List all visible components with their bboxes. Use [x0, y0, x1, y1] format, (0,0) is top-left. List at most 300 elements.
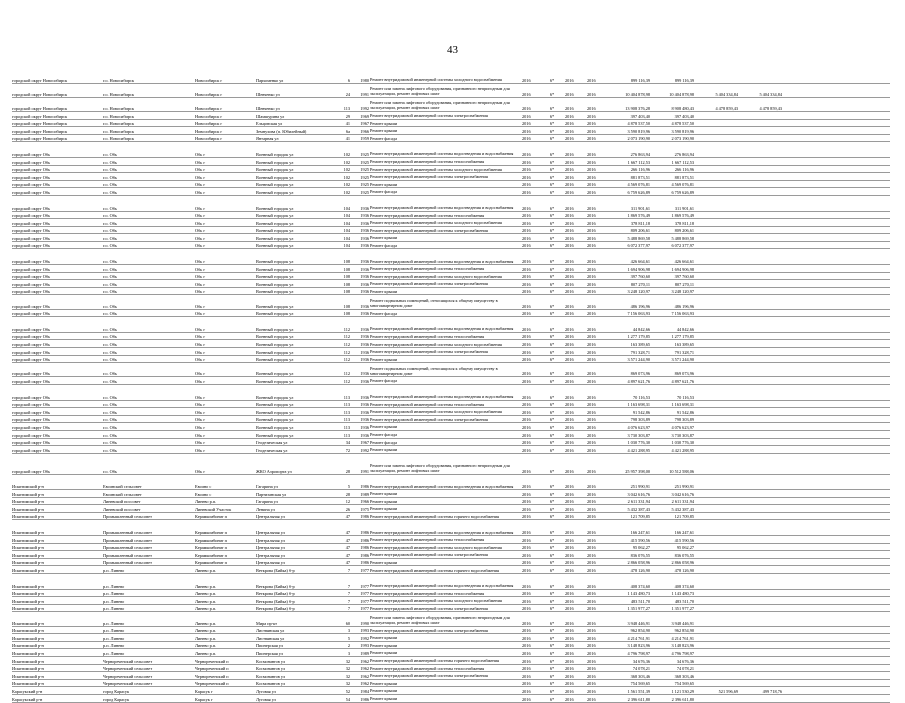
- status-cell: 6*: [549, 378, 555, 384]
- municipality-cell: Промышленный сельсовет: [103, 530, 152, 536]
- district-cell: городской округ Обь: [12, 378, 51, 384]
- district-cell: городской округ Обь: [12, 220, 51, 226]
- end-year-cell: 2016: [587, 545, 596, 551]
- municipality-cell: Промышленный сельсовет: [103, 537, 152, 543]
- table-row: [12, 559, 890, 567]
- fund-cost-cell: 6 759 626,89: [671, 189, 694, 195]
- start-year-cell: 2016: [565, 189, 574, 195]
- settlement-cell: Линево р.п.: [195, 643, 217, 649]
- year-built-cell: 1986: [360, 696, 369, 702]
- fund-cost-cell: 415 590,56: [674, 537, 694, 543]
- street-cell: Центральная ул: [256, 552, 285, 558]
- plan-year-cell: 2016: [522, 259, 531, 265]
- street-cell: Военный городок ул: [256, 394, 294, 400]
- work-type-cell: Ремонт или замена лифтового оборудования, признанного непригодным для эксплуатации, ремонт лифтовых шахт: [370, 100, 510, 111]
- status-cell: 6*: [549, 189, 555, 195]
- plan-year-cell: 2016: [522, 77, 531, 83]
- status-cell: 6*: [549, 342, 555, 347]
- start-year-cell: 2016: [565, 182, 574, 188]
- municipality-cell: г.о. Обь: [103, 334, 117, 340]
- street-cell: Геодезическая ул: [256, 440, 288, 446]
- fund-cost-cell: 426 664,61: [674, 259, 694, 265]
- start-year-cell: 2016: [565, 468, 574, 474]
- work-type-cell: Ремонт внутридомовой инженерной системы теплоснабжения: [370, 590, 485, 596]
- fund-cost-cell: 397 760,60: [674, 274, 694, 280]
- district-cell: городской округ Обь: [12, 447, 51, 453]
- fund-cost-cell: 95 062,27: [676, 545, 694, 551]
- fund-cost-cell: 754 569,65: [674, 681, 694, 687]
- status-cell: 6*: [549, 681, 555, 687]
- total-cost-cell: 483 511,70: [630, 598, 650, 604]
- start-year-cell: 2016: [565, 235, 574, 241]
- municipality-cell: г.о. Обь: [103, 281, 117, 287]
- status-cell: 6*: [549, 591, 555, 597]
- total-cost-cell: 6 072 377,97: [627, 243, 650, 249]
- status-cell: 6*: [549, 311, 555, 317]
- street-cell: Военный городок ул: [256, 289, 294, 295]
- street-cell: Веткрова (Бийка) б-р: [256, 598, 295, 604]
- table-row: [12, 265, 890, 273]
- district-cell: городской округ Обь: [12, 205, 51, 211]
- house-number-cell: 102: [343, 151, 350, 157]
- street-cell: Гагарина ул: [256, 499, 278, 505]
- settlement-cell: Линево р.п.: [195, 583, 217, 589]
- plan-year-cell: 2016: [522, 598, 531, 604]
- end-year-cell: 2016: [587, 182, 596, 188]
- table-row: [12, 649, 890, 657]
- plan-year-cell: 2016: [522, 174, 531, 180]
- house-number-cell: 24: [345, 91, 350, 97]
- municipality-cell: г.о. Новосибирск: [103, 77, 134, 83]
- plan-year-cell: 2016: [522, 440, 531, 446]
- district-cell: городской округ Обь: [12, 440, 51, 446]
- start-year-cell: 2016: [565, 591, 574, 597]
- total-cost-cell: 809 206,61: [630, 228, 650, 234]
- extra-cost-cell: 521 596,69: [718, 688, 738, 694]
- municipality-cell: р.п. Линево: [103, 650, 125, 656]
- end-year-cell: 2016: [587, 628, 596, 634]
- table-row: [12, 687, 890, 695]
- street-cell: Военный городок ул: [256, 311, 294, 317]
- year-built-cell: 1936: [360, 334, 369, 340]
- year-built-cell: 1936: [360, 235, 369, 241]
- street-cell: Партизанская ул: [256, 491, 287, 497]
- fund-cost-cell: 408 374,60: [674, 583, 694, 589]
- district-cell: Карасукский р-н: [12, 688, 43, 694]
- table-row: [12, 612, 890, 626]
- end-year-cell: 2016: [587, 568, 596, 574]
- status-cell: 6*: [549, 650, 555, 656]
- total-cost-cell: 95 062,27: [632, 545, 650, 551]
- settlement-cell: Новосибирск г: [195, 77, 223, 83]
- fund-cost-cell: 4 076 623,97: [671, 424, 694, 430]
- table-row: [12, 158, 890, 166]
- end-year-cell: 2016: [587, 417, 596, 423]
- year-built-cell: 1977: [360, 598, 369, 604]
- plan-year-cell: 2016: [522, 311, 531, 317]
- total-cost-cell: 397 760,60: [630, 274, 650, 280]
- street-cell: Военный городок ул: [256, 432, 294, 438]
- municipality-cell: р.п. Линево: [103, 598, 125, 604]
- house-number-cell: 7: [347, 583, 350, 589]
- municipality-cell: г.о. Обь: [103, 235, 117, 241]
- street-cell: Центральная ул: [256, 560, 285, 566]
- municipality-cell: р.п. Линево: [103, 606, 125, 612]
- settlement-cell: Обь г: [195, 281, 206, 287]
- start-year-cell: 2016: [565, 371, 574, 377]
- work-type-cell: Ремонт фасада: [370, 310, 398, 316]
- house-number-cell: 102: [343, 182, 350, 188]
- work-type-cell: Ремонт внутридомовой инженерной системы холодного водоснабжения: [370, 77, 502, 83]
- district-cell: городской округ Обь: [12, 182, 51, 188]
- year-built-cell: 1980: [360, 77, 369, 83]
- plan-year-cell: 2016: [522, 552, 531, 558]
- status-cell: 6*: [549, 583, 555, 589]
- street-cell: Военный городок ул: [256, 243, 294, 249]
- total-cost-cell: 4 421 288,95: [627, 447, 650, 453]
- end-year-cell: 2016: [587, 491, 596, 497]
- settlement-cell: Обь г: [195, 213, 206, 219]
- year-built-cell: 1992: [360, 447, 369, 453]
- work-type-cell: Ремонт фасада: [370, 242, 398, 248]
- settlement-cell: Обь г: [195, 402, 206, 408]
- end-year-cell: 2016: [587, 591, 596, 597]
- table-row: [12, 204, 890, 212]
- settlement-cell: Обь г: [195, 311, 206, 317]
- plan-year-cell: 2016: [522, 491, 531, 497]
- house-number-cell: 113: [343, 432, 350, 438]
- total-cost-cell: 426 664,61: [630, 259, 650, 265]
- total-cost-cell: 276 863,94: [630, 151, 650, 157]
- table-row: [12, 135, 890, 143]
- street-cell: Шамшурина ул: [256, 113, 285, 119]
- status-cell: 6*: [549, 349, 555, 355]
- settlement-cell: Обь г: [195, 417, 206, 423]
- work-type-cell: Ремонт или замена лифтового оборудования, признанного непригодным для эксплуатации, ремонт лифтовых шахт: [370, 614, 510, 626]
- house-number-cell: 32: [345, 666, 350, 672]
- house-number-cell: 113: [343, 402, 350, 408]
- total-cost-cell: 807 270,11: [630, 281, 650, 287]
- table-row: [12, 84, 890, 98]
- plan-year-cell: 2016: [522, 182, 531, 188]
- municipality-cell: г.о. Обь: [103, 326, 117, 332]
- page-number: 43: [447, 44, 458, 56]
- street-cell: Военный городок ул: [256, 189, 294, 195]
- start-year-cell: 2016: [565, 606, 574, 612]
- settlement-cell: Обь г: [195, 220, 206, 226]
- start-year-cell: 2016: [565, 568, 574, 574]
- district-cell: городской округ Обь: [12, 349, 51, 355]
- work-type-cell: Ремонт внутридомовой инженерной системы горячего водоснабжения: [370, 567, 499, 573]
- work-type-cell: Ремонт внутридомовой инженерной системы теплоснабжения: [370, 333, 485, 339]
- end-year-cell: 2016: [587, 650, 596, 656]
- year-built-cell: 1936: [360, 357, 369, 363]
- street-cell: Военный городок ул: [256, 378, 294, 384]
- settlement-cell: Обь г: [195, 447, 206, 453]
- year-built-cell: 1986: [360, 545, 369, 551]
- fund-cost-cell: 4 569 076,81: [671, 182, 694, 188]
- fund-cost-cell: 2 611 331,94: [671, 499, 694, 505]
- start-year-cell: 2016: [565, 128, 574, 134]
- status-cell: 6*: [549, 598, 555, 604]
- fund-cost-cell: 3 148 823,96: [671, 643, 694, 649]
- total-cost-cell: 881 873,51: [630, 174, 650, 180]
- settlement-cell: Обь г: [195, 228, 206, 234]
- end-year-cell: 2016: [587, 402, 596, 408]
- municipality-cell: Чернореченский сельсовет: [103, 658, 153, 664]
- settlement-cell: Линево р.п.: [195, 628, 217, 634]
- fund-cost-cell: 5 432 387,43: [671, 506, 694, 512]
- end-year-cell: 2016: [587, 499, 596, 505]
- table-row: [12, 634, 890, 642]
- fund-cost-cell: 4 878 537,50: [671, 121, 694, 127]
- plan-year-cell: 2016: [522, 643, 531, 649]
- year-built-cell: 1959: [360, 136, 369, 142]
- table-row: [12, 439, 890, 447]
- house-number-cell: 108: [343, 311, 350, 317]
- street-cell: Военный городок ул: [256, 274, 294, 280]
- year-built-cell: 1936: [360, 266, 369, 272]
- house-number-cell: 108: [343, 289, 350, 295]
- status-cell: 6*: [549, 447, 555, 453]
- total-cost-cell: 836 076,55: [630, 552, 650, 558]
- table-row: [12, 212, 890, 220]
- plan-year-cell: 2016: [522, 136, 531, 142]
- status-cell: 6*: [549, 174, 555, 180]
- fund-cost-cell: 1 351 977,27: [671, 606, 694, 612]
- municipality-cell: г.о. Обь: [103, 259, 117, 265]
- total-cost-cell: 163 389,65: [630, 342, 650, 347]
- end-year-cell: 2016: [587, 688, 596, 694]
- total-cost-cell: 6 759 626,89: [627, 189, 650, 195]
- work-type-cell: Ремонт крыши: [370, 688, 398, 694]
- house-number-cell: 104: [343, 243, 350, 249]
- year-built-cell: 1936: [360, 349, 369, 355]
- status-cell: 6*: [549, 77, 555, 83]
- fund-cost-cell: 266 116,96: [674, 167, 694, 173]
- district-cell: городской округ Обь: [12, 235, 51, 241]
- start-year-cell: 2016: [565, 289, 574, 295]
- total-cost-cell: 2 073 190,90: [627, 136, 650, 142]
- total-cost-cell: 791 328,71: [630, 349, 650, 355]
- street-cell: Военный городок ул: [256, 371, 294, 377]
- status-cell: 6*: [549, 491, 555, 497]
- total-cost-cell: 5 488 869,58: [627, 235, 650, 241]
- district-cell: городской округ Новосибирск: [12, 105, 68, 111]
- end-year-cell: 2016: [587, 281, 596, 287]
- year-built-cell: 1966: [360, 499, 369, 505]
- start-year-cell: 2016: [565, 658, 574, 664]
- municipality-cell: г.о. Обь: [103, 174, 117, 180]
- year-built-cell: 1936: [360, 326, 369, 332]
- end-year-cell: 2016: [587, 598, 596, 604]
- year-built-cell: 1989: [360, 650, 369, 656]
- work-type-cell: Ремонт внутридомовой инженерной системы теплоснабжения: [370, 266, 485, 272]
- end-year-cell: 2016: [587, 349, 596, 355]
- year-built-cell: 1936: [360, 228, 369, 234]
- district-cell: Искитимский р-н: [12, 499, 44, 505]
- house-number-cell: 104: [343, 235, 350, 241]
- fund-cost-cell: 6 072 377,97: [671, 243, 694, 249]
- fund-cost-cell: 478 126,90: [674, 568, 694, 574]
- year-built-cell: 1992: [360, 635, 369, 641]
- settlement-cell: Линевский Участок: [195, 506, 232, 512]
- year-built-cell: 1969: [360, 113, 369, 119]
- year-built-cell: 1936: [360, 424, 369, 430]
- street-cell: Центральная ул: [256, 545, 285, 551]
- house-number-cell: 47: [345, 545, 350, 551]
- work-type-cell: Ремонт крыши: [370, 128, 398, 134]
- plan-year-cell: 2016: [522, 650, 531, 656]
- table-row: [12, 120, 890, 128]
- municipality-cell: г.о. Обь: [103, 349, 117, 355]
- district-cell: городской округ Новосибирск: [12, 91, 68, 97]
- year-built-cell: 1936: [360, 342, 369, 347]
- district-cell: Искитимский р-н: [12, 537, 44, 543]
- year-built-cell: 1986: [360, 537, 369, 543]
- year-built-cell: 1936: [360, 289, 369, 295]
- fund-cost-cell: 3 948 446,91: [671, 620, 694, 626]
- extra-cost-2-cell: 499 718,76: [762, 688, 782, 694]
- table-row: [12, 695, 890, 703]
- total-cost-cell: 1 667 112,53: [627, 159, 650, 165]
- settlement-cell: Обь г: [195, 274, 206, 280]
- status-cell: 6*: [549, 281, 555, 287]
- settlement-cell: Обь г: [195, 468, 206, 474]
- district-cell: Искитимский р-н: [12, 506, 44, 512]
- fund-cost-cell: 3 730 303,87: [671, 432, 694, 438]
- total-cost-cell: 2 866 058,96: [627, 560, 650, 566]
- start-year-cell: 2016: [565, 334, 574, 340]
- settlement-cell: Обь г: [195, 326, 206, 332]
- fund-cost-cell: 7 156 063,93: [671, 311, 694, 317]
- year-built-cell: 1936: [360, 274, 369, 280]
- work-type-cell: Ремонт внутридомовой инженерной системы холодного водоснабжения: [370, 273, 502, 279]
- district-cell: городской округ Обь: [12, 334, 51, 340]
- street-cell: Военный городок ул: [256, 417, 294, 423]
- plan-year-cell: 2016: [522, 514, 531, 520]
- total-cost-cell: 4 569 076,81: [627, 182, 650, 188]
- fund-cost-cell: 2 866 058,96: [671, 560, 694, 566]
- table-row: [12, 505, 890, 513]
- work-type-cell: Ремонт фасада: [370, 432, 398, 438]
- house-number-cell: 113: [343, 394, 350, 400]
- status-cell: 6*: [549, 499, 555, 505]
- table-row: [12, 566, 890, 574]
- total-cost-cell: 899 116,39: [630, 77, 650, 83]
- total-cost-cell: 3 042 616,76: [627, 491, 650, 497]
- total-cost-cell: 368 303,46: [630, 673, 650, 679]
- district-cell: городской округ Обь: [12, 274, 51, 280]
- municipality-cell: г.о. Обь: [103, 394, 117, 400]
- plan-year-cell: 2016: [522, 666, 531, 672]
- municipality-cell: г.о. Обь: [103, 167, 117, 173]
- start-year-cell: 2016: [565, 673, 574, 679]
- street-cell: Геодезическая ул: [256, 447, 288, 453]
- start-year-cell: 2016: [565, 174, 574, 180]
- work-type-cell: Ремонт крыши: [370, 635, 398, 641]
- settlement-cell: Новосибирск г: [195, 128, 223, 134]
- street-cell: Космонавтов ул: [256, 673, 285, 679]
- house-number-cell: 108: [343, 274, 350, 280]
- end-year-cell: 2016: [587, 311, 596, 317]
- work-type-cell: Ремонт внутридомовой инженерной системы холодного водоснабжения: [370, 409, 502, 415]
- settlement-cell: Обь г: [195, 182, 206, 188]
- district-cell: Искитимский р-н: [12, 673, 44, 679]
- status-cell: 6*: [549, 357, 555, 363]
- start-year-cell: 2016: [565, 598, 574, 604]
- fund-cost-cell: 3 590 819,96: [671, 128, 694, 134]
- settlement-cell: Линево р.п.: [195, 606, 217, 612]
- street-cell: Земнухова (п. Юбилейный): [256, 128, 307, 134]
- municipality-cell: г.о. Обь: [103, 213, 117, 219]
- end-year-cell: 2016: [587, 409, 596, 415]
- settlement-cell: Обь г: [195, 371, 206, 377]
- total-cost-cell: 70 116,53: [632, 394, 650, 400]
- settlement-cell: Чернореченский п: [195, 658, 229, 664]
- district-cell: городской округ Новосибирск: [12, 121, 68, 127]
- status-cell: 6*: [549, 259, 555, 265]
- house-number-cell: 47: [345, 552, 350, 558]
- year-built-cell: 1936: [360, 259, 369, 265]
- work-type-cell: Ремонт крыши: [370, 491, 398, 497]
- fund-cost-cell: 836 076,55: [674, 552, 694, 558]
- end-year-cell: 2016: [587, 289, 596, 295]
- settlement-cell: Новосибирск г: [195, 136, 223, 142]
- street-cell: Военный городок ул: [256, 334, 294, 340]
- plan-year-cell: 2016: [522, 334, 531, 340]
- work-type-cell: Ремонт внутридомовой инженерной системы водоотведения и водоснабжения: [370, 583, 514, 589]
- municipality-cell: г.о. Обь: [103, 468, 117, 474]
- end-year-cell: 2016: [587, 259, 596, 265]
- street-cell: Военный городок ул: [256, 205, 294, 211]
- year-built-cell: 1936: [360, 394, 369, 400]
- year-built-cell: 1962: [360, 681, 369, 687]
- end-year-cell: 2016: [587, 228, 596, 234]
- year-built-cell: 1977: [360, 591, 369, 597]
- house-number-cell: 12: [345, 499, 350, 505]
- district-cell: Искитимский р-н: [12, 650, 44, 656]
- end-year-cell: 2016: [587, 371, 596, 377]
- table-row: [12, 672, 890, 680]
- year-built-cell: 1936: [360, 311, 369, 317]
- settlement-cell: Обь г: [195, 440, 206, 446]
- municipality-cell: Евсинский сельсовет: [103, 491, 142, 497]
- year-built-cell: 1962: [360, 666, 369, 672]
- plan-year-cell: 2016: [522, 628, 531, 634]
- house-number-cell: 54: [345, 696, 350, 702]
- street-cell: Военный городок ул: [256, 220, 294, 226]
- start-year-cell: 2016: [565, 552, 574, 558]
- start-year-cell: 2016: [565, 266, 574, 272]
- end-year-cell: 2016: [587, 326, 596, 332]
- table-row: [12, 431, 890, 439]
- plan-year-cell: 2016: [522, 105, 531, 111]
- end-year-cell: 2016: [587, 334, 596, 340]
- work-type-cell: Ремонт внутридомовой инженерной системы электроснабжения: [370, 281, 488, 287]
- district-cell: городской округ Обь: [12, 402, 51, 408]
- settlement-cell: Обь г: [195, 235, 206, 241]
- start-year-cell: 2016: [565, 650, 574, 656]
- year-built-cell: 1986: [360, 484, 369, 490]
- fund-cost-cell: 1 143 480,73: [671, 591, 694, 597]
- plan-year-cell: 2016: [522, 128, 531, 134]
- street-cell: Пионерская ул: [256, 650, 283, 656]
- district-cell: городской округ Обь: [12, 281, 51, 287]
- work-type-cell: Ремонт внутридомовой инженерной системы горячего водоснабжения: [370, 513, 499, 519]
- work-type-cell: Ремонт внутридомовой инженерной системы водоотведения и водоснабжения: [370, 205, 514, 210]
- work-type-cell: Ремонт подвальных помещений, относящихся к общему имуществу в многоквартирном доме: [370, 365, 498, 376]
